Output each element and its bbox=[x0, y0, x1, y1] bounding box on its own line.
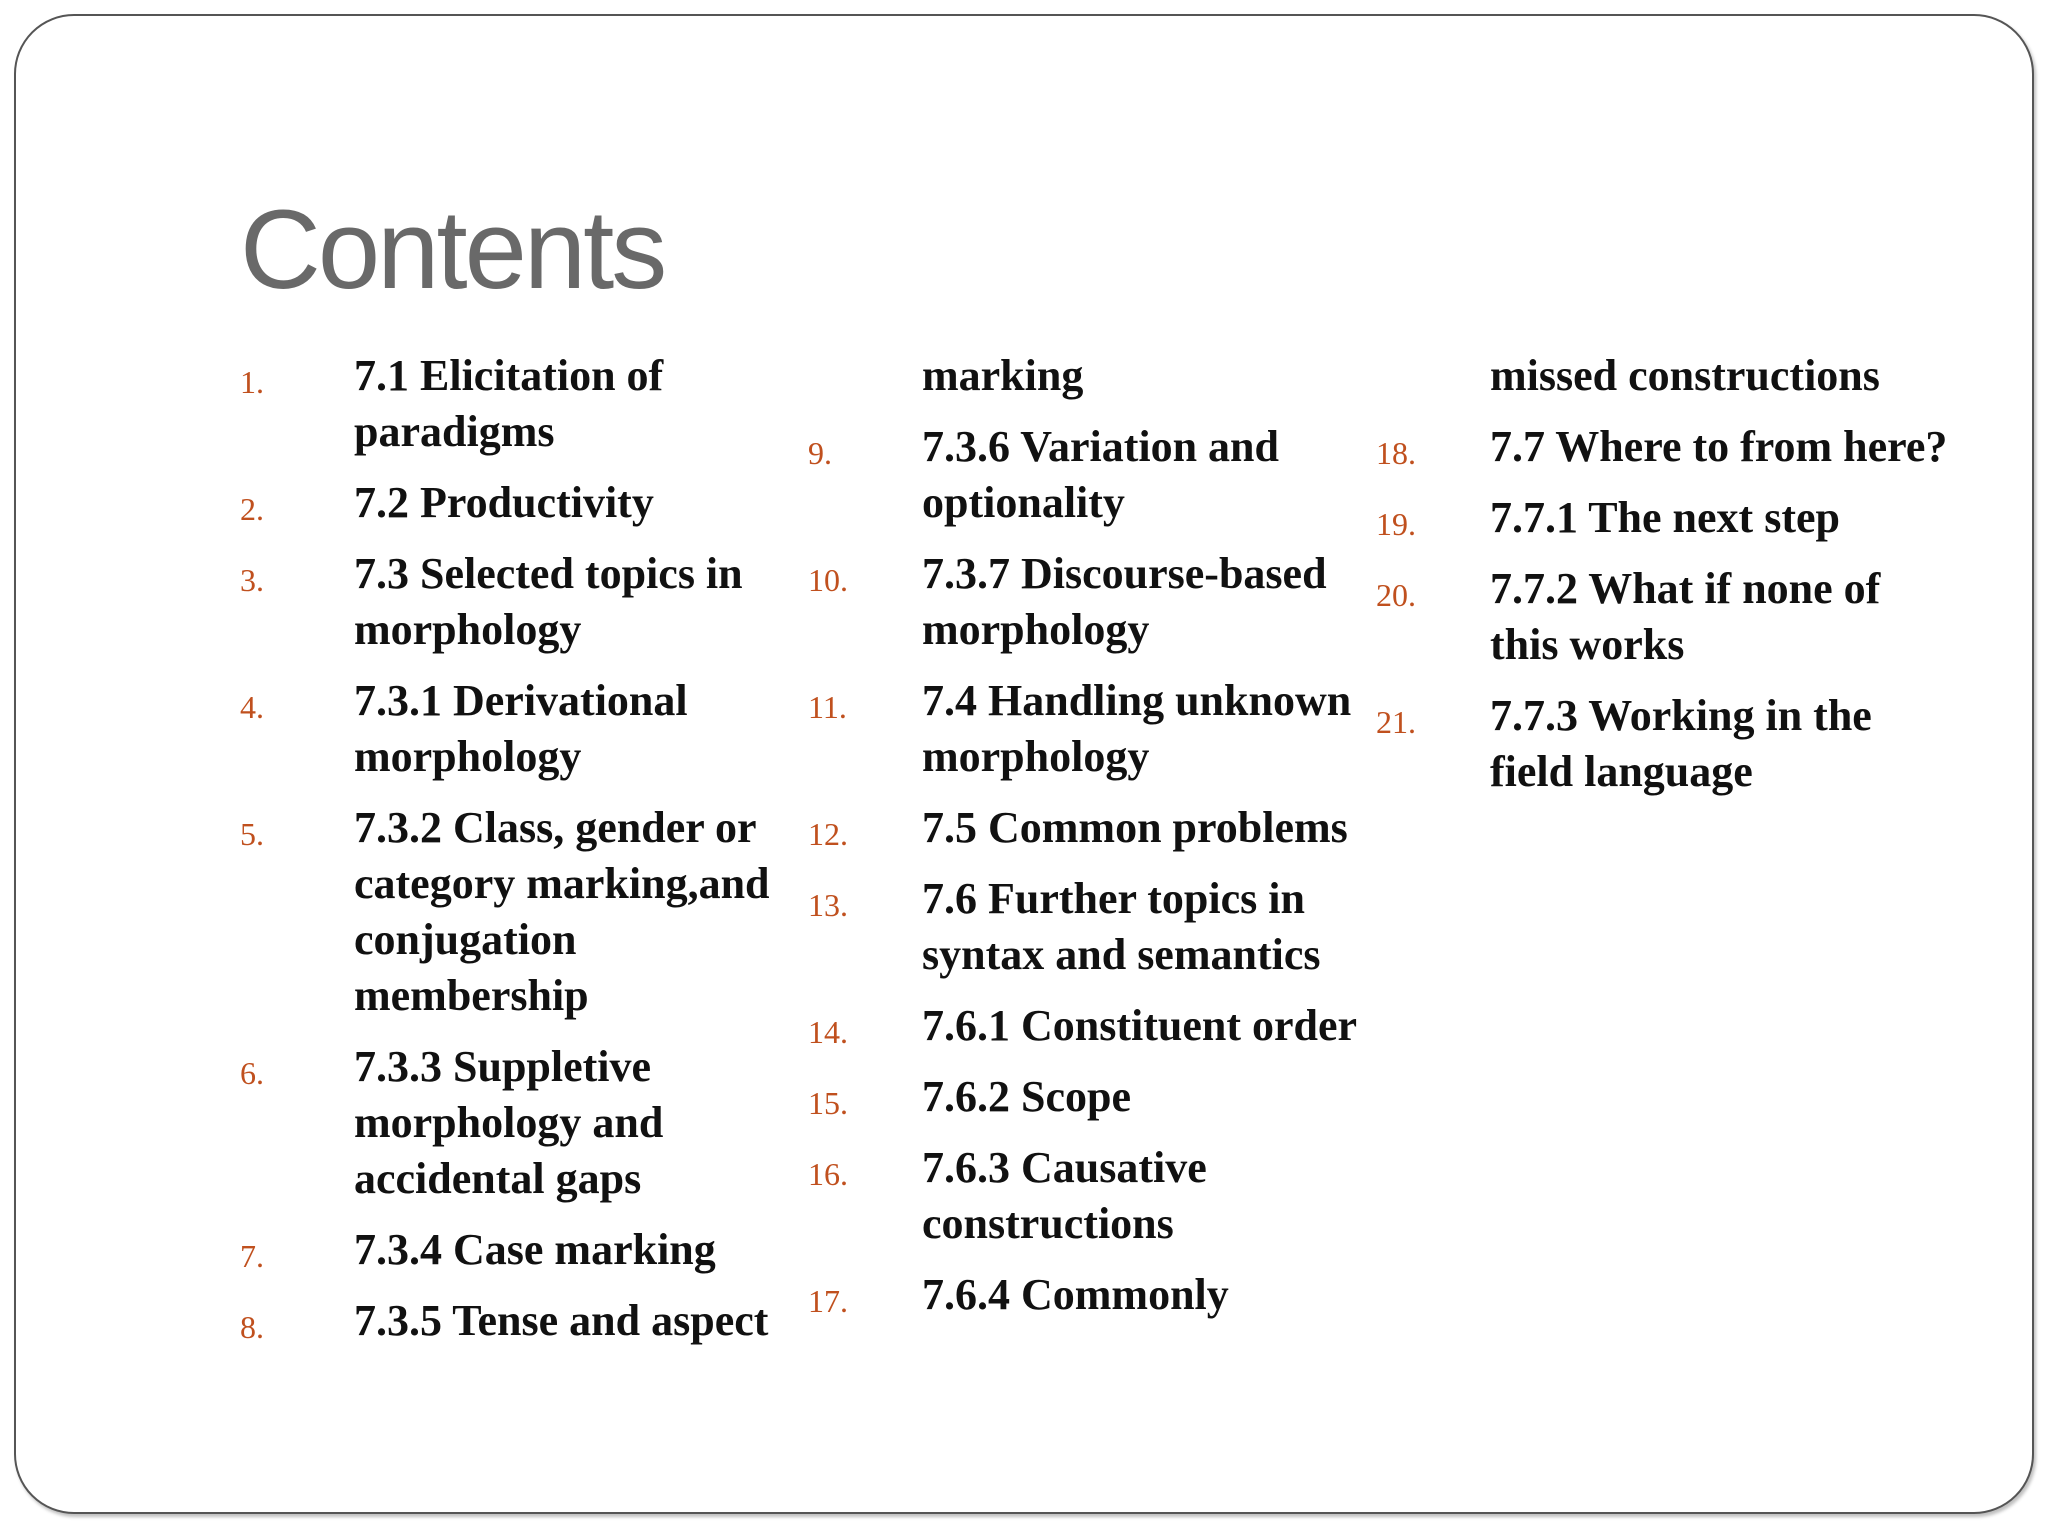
contents-column-3 bbox=[1376, 348, 1956, 815]
list-item bbox=[240, 1293, 820, 1349]
slide bbox=[14, 14, 2034, 1514]
list-item bbox=[240, 1039, 820, 1207]
item-text: 7.3.2 Class, gender or category marking,and conjugation membership bbox=[354, 803, 770, 1020]
item-number: 9. bbox=[808, 435, 832, 471]
item-number: 14. bbox=[808, 1014, 848, 1050]
item-text: missed constructions bbox=[1490, 351, 1880, 400]
item-text: 7.6.2 Scope bbox=[922, 1072, 1131, 1121]
list-item bbox=[240, 546, 820, 658]
item-text: marking bbox=[922, 351, 1084, 400]
list-item bbox=[240, 800, 820, 1024]
list-item bbox=[808, 871, 1388, 983]
item-text: 7.3.3 Suppletive morphology and accidental gaps bbox=[354, 1042, 664, 1203]
list-item bbox=[1376, 688, 1956, 800]
item-number: 8. bbox=[240, 1309, 264, 1345]
item-text: 7.6 Further topics in syntax and semantics bbox=[922, 874, 1321, 979]
item-number: 11. bbox=[808, 689, 847, 725]
item-text: 7.3.1 Derivational morphology bbox=[354, 676, 688, 781]
list-item-continuation bbox=[808, 348, 1388, 404]
item-text: 7.3.6 Variation and optionality bbox=[922, 422, 1279, 527]
item-text: 7.7.3 Working in the field language bbox=[1490, 691, 1872, 796]
item-number: 12. bbox=[808, 816, 848, 852]
item-number: 20. bbox=[1376, 577, 1416, 613]
list-item bbox=[808, 1069, 1388, 1125]
item-number: 7. bbox=[240, 1238, 264, 1274]
item-text: 7.2 Productivity bbox=[354, 478, 654, 527]
contents-column-1 bbox=[240, 348, 820, 1364]
contents-column-2 bbox=[808, 348, 1388, 1338]
list-item bbox=[808, 1140, 1388, 1252]
item-number: 19. bbox=[1376, 506, 1416, 542]
item-text: 7.6.3 Causative constructions bbox=[922, 1143, 1207, 1248]
item-text: 7.4 Handling unknown morphology bbox=[922, 676, 1352, 781]
list-item bbox=[808, 546, 1388, 658]
page-title: Contents bbox=[240, 187, 665, 312]
list-item bbox=[1376, 419, 1956, 475]
item-text: 7.7.2 What if none of this works bbox=[1490, 564, 1881, 669]
list-item bbox=[808, 673, 1388, 785]
item-text: 7.3.5 Tense and aspect bbox=[354, 1296, 769, 1345]
list-item bbox=[240, 348, 820, 460]
list-item bbox=[808, 1267, 1388, 1323]
list-item bbox=[808, 800, 1388, 856]
item-number: 17. bbox=[808, 1283, 848, 1319]
item-text: 7.6.1 Constituent order bbox=[922, 1001, 1358, 1050]
item-number: 18. bbox=[1376, 435, 1416, 471]
item-number: 21. bbox=[1376, 704, 1416, 740]
list-item bbox=[1376, 561, 1956, 673]
item-number: 16. bbox=[808, 1156, 848, 1192]
list-item bbox=[808, 419, 1388, 531]
item-text: 7.7 Where to from here? bbox=[1490, 422, 1948, 471]
item-number: 5. bbox=[240, 816, 264, 852]
item-text: 7.1 Elicitation of paradigms bbox=[354, 351, 664, 456]
item-number: 1. bbox=[240, 364, 264, 400]
item-text: 7.7.1 The next step bbox=[1490, 493, 1840, 542]
item-number: 13. bbox=[808, 887, 848, 923]
list-item bbox=[240, 475, 820, 531]
item-number: 6. bbox=[240, 1055, 264, 1091]
item-number: 15. bbox=[808, 1085, 848, 1121]
item-number: 4. bbox=[240, 689, 264, 725]
item-text: 7.6.4 Commonly bbox=[922, 1270, 1229, 1319]
item-text: 7.3.4 Case marking bbox=[354, 1225, 716, 1274]
item-text: 7.3.7 Discourse-based morphology bbox=[922, 549, 1327, 654]
list-item bbox=[240, 1222, 820, 1278]
item-text: 7.3 Selected topics in morphology bbox=[354, 549, 743, 654]
item-number: 10. bbox=[808, 562, 848, 598]
item-text: 7.5 Common problems bbox=[922, 803, 1348, 852]
list-item bbox=[1376, 490, 1956, 546]
list-item bbox=[808, 998, 1388, 1054]
list-item-continuation bbox=[1376, 348, 1956, 404]
item-number: 2. bbox=[240, 491, 264, 527]
list-item bbox=[240, 673, 820, 785]
item-number: 3. bbox=[240, 562, 264, 598]
